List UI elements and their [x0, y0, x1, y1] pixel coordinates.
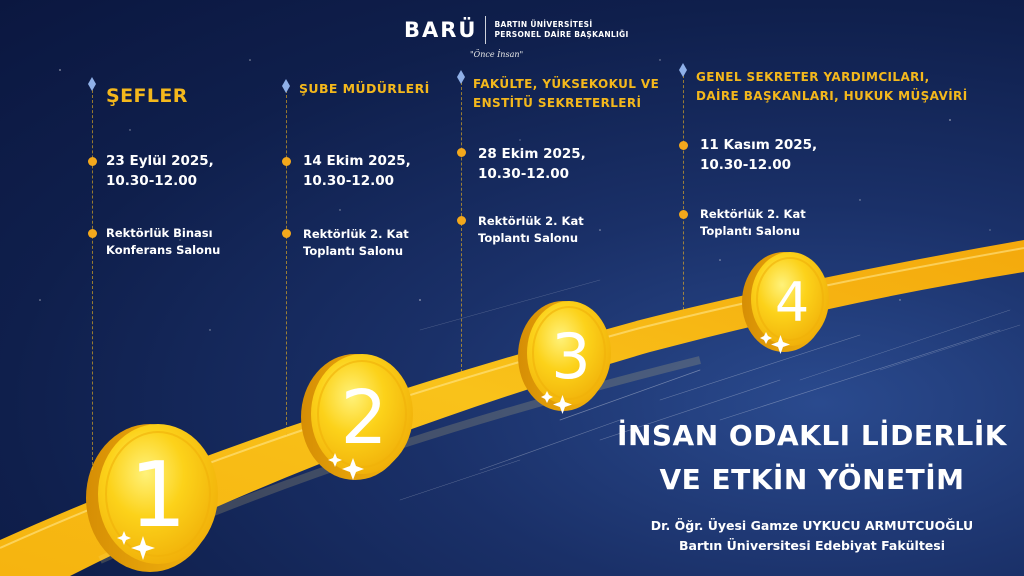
session-2-date [303, 151, 411, 191]
main-title-line: VE ETKİN YÖNETİM [659, 463, 965, 496]
timeline-line-2 [286, 90, 287, 435]
pin-icon [679, 63, 687, 77]
pin-icon [282, 79, 290, 93]
time-line: 10.30-12.00 [700, 157, 792, 173]
timeline-line-3 [461, 82, 462, 372]
timeline-line-1 [92, 90, 93, 470]
date-dot [679, 141, 688, 150]
coin-number-1: 1 [129, 443, 187, 548]
author-name: Dr. Öğr. Üyesi Gamze UYKUCU ARMUTCUOĞLU [650, 518, 974, 533]
session-4-place [700, 206, 806, 240]
time-line: 10.30-12.00 [303, 173, 395, 189]
header-organization [494, 20, 628, 40]
time-line: 10.30-12.00 [478, 166, 570, 182]
place-dot [457, 216, 466, 225]
place-line: Rektörlük 2. Kat [303, 227, 409, 241]
author-affiliation: Bartın Üniversitesi Edebiyat Fakültesi [678, 538, 946, 553]
place-line: Rektörlük 2. Kat [700, 207, 806, 221]
session-2 [299, 80, 430, 98]
motto: "Önce İnsan" [470, 50, 524, 59]
place-dot [679, 210, 688, 219]
main-title-line: İNSAN ODAKLI LİDERLİK [617, 419, 1007, 452]
header-divider [485, 16, 486, 44]
session-4-date [700, 135, 817, 175]
org-line-2: PERSONEL DAİRE BAŞKANLIĞI [494, 30, 629, 39]
session-4-title [696, 68, 968, 106]
date-dot [88, 157, 97, 166]
org-line-1: BARTIN ÜNİVERSİTESİ [494, 20, 593, 29]
author [612, 516, 1012, 556]
place-line: Rektörlük 2. Kat [478, 214, 584, 228]
coin-number-2: 2 [340, 375, 388, 461]
header [404, 10, 629, 50]
date-dot [457, 148, 466, 157]
baru-logo: BARÜ [404, 18, 478, 42]
session-2-place [303, 226, 409, 260]
session-2-title: ŞUBE MÜDÜRLERİ [299, 81, 430, 96]
pin-icon [88, 77, 96, 91]
date-dot [282, 157, 291, 166]
place-line: Toplantı Salonu [700, 224, 801, 238]
pin-icon [457, 70, 465, 84]
title-line: ENSTİTÜ SEKRETERLERİ [473, 96, 642, 110]
place-line: Toplantı Salonu [303, 244, 404, 258]
date-line: 23 Eylül 2025, [106, 153, 214, 169]
main-title [612, 414, 1012, 502]
coin-number-3: 3 [551, 320, 591, 393]
title-line: FAKÜLTE, YÜKSEKOKUL VE [473, 77, 660, 91]
place-line: Konferans Salonu [106, 243, 221, 257]
title-line: GENEL SEKRETER YARDIMCILARI, [696, 70, 930, 84]
place-line: Rektörlük Binası [106, 226, 213, 240]
date-line: 14 Ekim 2025, [303, 153, 411, 169]
place-dot [282, 229, 291, 238]
place-dot [88, 229, 97, 238]
title-line: DAİRE BAŞKANLARI, HUKUK MÜŞAVİRİ [696, 89, 968, 103]
date-line: 28 Ekim 2025, [478, 146, 586, 162]
session-1 [106, 84, 188, 108]
session-1-date [106, 151, 214, 191]
time-line: 10.30-12.00 [106, 173, 198, 189]
date-line: 11 Kasım 2025, [700, 137, 818, 153]
session-1-title: ŞEFLER [106, 85, 188, 107]
session-3-place [478, 213, 584, 247]
session-3-title [473, 75, 659, 113]
timeline-line-4 [683, 75, 684, 315]
session-1-place [106, 225, 220, 259]
place-line: Toplantı Salonu [478, 231, 579, 245]
session-3-date [478, 144, 586, 184]
coin-number-4: 4 [774, 271, 810, 334]
